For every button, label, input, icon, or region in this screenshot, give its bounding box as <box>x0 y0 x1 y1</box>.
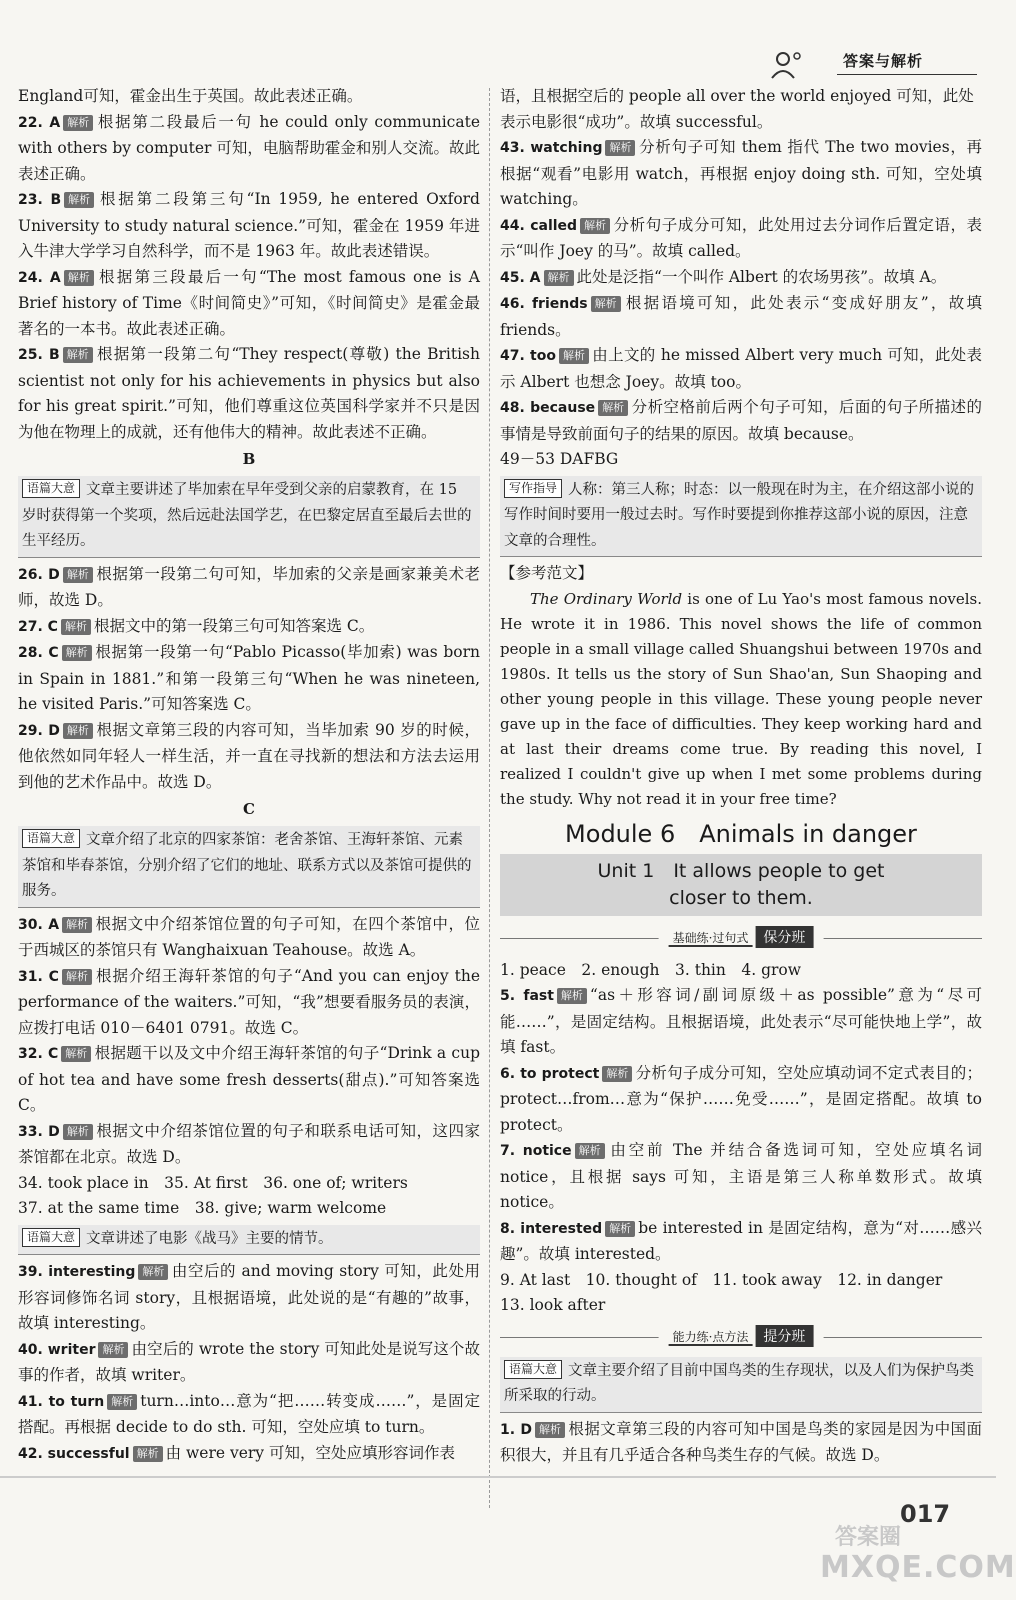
answer-number: 33. D <box>18 1123 60 1140</box>
analysis-tag: 解析 <box>535 1422 565 1438</box>
section-heading: C <box>243 800 255 818</box>
answer-number: 22. A <box>18 114 61 131</box>
analysis-tag: 解析 <box>61 619 91 635</box>
summary-box <box>500 1357 982 1413</box>
answer-number: 6. to protect <box>500 1065 600 1082</box>
summary-box <box>500 476 982 558</box>
header-title: 答案与解析 <box>843 52 924 70</box>
answer-number: 46. friends <box>500 296 588 312</box>
essay-body: is one of Lu Yao's most famous novels. He wrote it in 1986. This novel shows the life of common people in a small village called Shuangshui between 1970s and 1980s. It tells us the story of Sun Shao'an, Sun Shaoping and other young people in this village. These young people never gave up in the face of difficulties. They keep working hard and at last their dreams come true. By reading this novel, I realized I couldn't give up when I met some problems during the study. Why not read it in your free time? <box>500 589 982 808</box>
answer-number: 28. C <box>18 645 59 661</box>
page-number: 017 <box>900 1500 951 1528</box>
answer-item <box>18 1041 480 1119</box>
answer-explanation: 根据文中介绍茶馆位置的句子和联系电话可知，这四家茶馆都在北京。故选 D。 <box>18 1121 480 1166</box>
analysis-tag: 解析 <box>138 1264 168 1280</box>
answer-number: 5. fast <box>500 988 554 1004</box>
practice-bar-badge: 保分班 <box>755 926 813 948</box>
practice-bar <box>500 924 982 952</box>
answer-number: 48. because <box>500 400 596 416</box>
answer-item <box>18 342 480 445</box>
answer-item <box>18 187 480 265</box>
answer-number: 41. to turn <box>18 1393 105 1410</box>
practice-bar-label-wrap <box>659 1325 824 1347</box>
answer-item <box>500 135 982 213</box>
watermark-url: MXQE.COM <box>820 1550 1016 1585</box>
answer-explanation: be interested in 是固定结构，意为“对……感兴趣”。故填 interested。 <box>500 1218 982 1263</box>
answer-number: 45. A <box>500 269 541 286</box>
answer-explanation: 根据第三段最后一句“The most famous one is A Brief history of Time《时间简史》”可知，《时间简史》是霍金最著名的一本书。故此表述正确。 <box>18 267 480 338</box>
summary-box <box>18 476 480 558</box>
answer-explanation: 此处是泛指“一个叫作 Albert 的农场男孩”。故填 A。 <box>576 267 947 286</box>
plain-line: 语，且根据空后的 people all over the world enjoyed 可知，此处表示电影很“成功”。故填 successful。 <box>500 87 974 131</box>
answer-item <box>18 1259 480 1337</box>
practice-bar-label-wrap <box>659 926 824 948</box>
answer-item <box>18 562 480 614</box>
answer-item <box>18 640 480 718</box>
analysis-tag: 解析 <box>62 969 92 985</box>
answer-explanation: 根据第一段第二句可知，毕加索的父亲是画家兼美术老师，故选 D。 <box>18 564 480 609</box>
summary-box <box>18 826 480 908</box>
analysis-tag: 解析 <box>62 917 92 933</box>
answer-explanation: 根据第二段第三句“In 1959, he entered Oxford University to study natural science.”可知，霍金在 1959 年进入牛津大学学习自然科学，而不是 1963 年。故此表述错误。 <box>18 190 480 260</box>
section-heading: B <box>242 450 256 468</box>
answer-item <box>500 983 982 1061</box>
analysis-tag: 解析 <box>133 1446 163 1462</box>
answer-explanation: 分析句子可知 them 指代 The two movies，再根据“观看”电影用 watch，再根据 enjoy doing sth. 可知，空处填 watching。 <box>500 138 982 208</box>
answer-item <box>18 1389 480 1441</box>
answer-number: 44. called <box>500 217 578 234</box>
summary-label: 语篇大意 <box>22 1228 80 1247</box>
essay-book-title: The Ordinary World <box>530 589 683 608</box>
analysis-tag: 解析 <box>64 270 94 286</box>
summary-label: 语篇大意 <box>22 479 80 498</box>
answer-explanation: 根据语境可知，此处表示“变成好朋友”，故填 friends。 <box>500 294 982 339</box>
model-essay <box>500 587 982 812</box>
page-header <box>785 46 985 82</box>
header-rule <box>837 74 977 75</box>
answer-explanation: 根据文中介绍茶馆位置的句子可知，在四个茶馆中，位于西城区的茶馆只有 Wanghaixuan Teahouse。故选 A。 <box>18 914 480 959</box>
answer-number: 27. C <box>18 618 58 635</box>
answer-item <box>18 265 480 343</box>
answer-number: 25. B <box>18 347 60 363</box>
answer-explanation: 根据文中的第一段第三句可知答案选 C。 <box>93 616 375 635</box>
answer-explanation: 分析空格前后两个句子可知，后面的句子所描述的事情是导致前面句子的结果的原因。故填 because。 <box>500 398 982 443</box>
summary-text: 文章介绍了北京的四家茶馆：老舍茶馆、王海轩茶馆、元素茶馆和毕春茶馆，分别介绍了它们的地址、联系方式以及茶馆可提供的服务。 <box>22 832 472 899</box>
analysis-tag: 解析 <box>557 988 587 1004</box>
right-column <box>500 84 982 1469</box>
answer-number: 40. writer <box>18 1341 96 1358</box>
analysis-tag: 解析 <box>64 192 94 208</box>
answer-item <box>18 718 480 796</box>
answer-item <box>18 964 480 1042</box>
analysis-tag: 解析 <box>61 1046 91 1062</box>
analysis-tag: 解析 <box>63 723 93 739</box>
plain-line: 9. At last 10. thought of 11. took away 12. in danger <box>500 1270 943 1289</box>
practice-bar-label: 基础练·过句式 <box>669 931 753 947</box>
analysis-tag: 解析 <box>559 348 589 364</box>
answer-number: 32. C <box>18 1046 59 1062</box>
practice-bar-badge: 提分班 <box>755 1325 813 1347</box>
summary-label: 写作指导 <box>504 479 562 498</box>
analysis-tag: 解析 <box>598 400 628 416</box>
answer-number: 31. C <box>18 968 59 985</box>
answer-explanation: 根据介绍王海轩茶馆的句子“And you can enjoy the performance of the waiters.”可知，“我”想要看服务员的表演，应拨打电话 010－6401 0791。故选 C。 <box>18 966 480 1037</box>
analysis-tag: 解析 <box>98 1342 128 1358</box>
answer-item <box>500 265 982 292</box>
answer-item <box>500 1216 982 1268</box>
answer-explanation: 根据第一段第一句“Pablo Picasso(毕加索) was born in Spain in 1881.”和第一段第三句“When he was nineteen, he visited Paris.”可知答案选 C。 <box>18 643 480 713</box>
answer-number: 47. too <box>500 348 556 364</box>
answer-explanation: 根据第二段最后一句 he could only communicate with others by computer 可知，电脑帮助霍金和别人交流。故此表述正确。 <box>18 112 480 183</box>
footer-rule <box>0 1476 996 1492</box>
answer-number: 1. D <box>500 1421 532 1438</box>
left-column <box>18 84 480 1467</box>
analysis-tag: 解析 <box>107 1394 137 1410</box>
answer-number: 30. A <box>18 916 60 933</box>
unit-title-line2: closer to them. <box>669 886 813 909</box>
plain-line: 34. took place in 35. At first 36. one of; writers <box>18 1173 408 1192</box>
answer-item <box>18 1119 480 1171</box>
answer-item <box>500 1417 982 1469</box>
answer-explanation: 根据题干以及文中介绍王海轩茶馆的句子“Drink a cup of hot tea and have some fresh desserts(甜点).”可知答案选 C。 <box>18 1044 480 1114</box>
plain-line: 37. at the same time 38. give; warm welcome <box>18 1199 387 1217</box>
answer-explanation: 分析句子成分可知，此处用过去分词作后置定语，表示“叫作 Joey 的马”。故填 called。 <box>500 215 982 260</box>
answer-number: 39. interesting <box>18 1264 136 1280</box>
person-icon <box>769 50 809 80</box>
answer-explanation: 由 were very 可知，空处应填形容词作表 <box>165 1443 455 1462</box>
answer-explanation: turn…into…意为“把……转变成……”，是固定搭配。再根据 decide to do sth. 可知，空处应填 to turn。 <box>18 1391 481 1436</box>
answer-number: 26. D <box>18 566 60 583</box>
plain-line: 【参考范文】 <box>500 564 594 582</box>
analysis-tag: 解析 <box>63 347 93 363</box>
analysis-tag: 解析 <box>63 115 93 131</box>
answer-explanation: “as＋形容词/副词原级＋as possible”意为“尽可能……”，是固定结构。且根据语境，此处表示“尽可能快地上学”，故填 fast。 <box>500 986 982 1056</box>
summary-label: 语篇大意 <box>22 829 80 848</box>
analysis-tag: 解析 <box>575 1143 605 1159</box>
unit-title-line1: Unit 1 It allows people to get <box>597 859 885 882</box>
answer-item <box>500 1138 982 1216</box>
answer-explanation: 由空前 The 并结合备选词可知，空处应填名词 notice，且根据 says 可知，主语是第三人称单数形式。故填 notice。 <box>500 1141 982 1211</box>
summary-text: 文章讲述了电影《战马》主要的情节。 <box>86 1230 333 1247</box>
analysis-tag: 解析 <box>580 218 610 234</box>
unit-title <box>500 854 982 916</box>
answer-explanation: 分析句子成分可知，空处应填动词不定式表目的；protect…from…意为“保护……免受……”，是固定搭配。故填 to protect。 <box>500 1063 982 1134</box>
answer-number: 43. watching <box>500 140 603 156</box>
plain-line: 49－53 DAFBG <box>500 450 619 468</box>
analysis-tag: 解析 <box>602 1066 632 1082</box>
analysis-tag: 解析 <box>544 270 574 286</box>
answer-number: 29. D <box>18 722 60 739</box>
answer-item <box>500 213 982 265</box>
answer-item <box>18 912 480 964</box>
analysis-tag: 解析 <box>591 296 621 312</box>
summary-box <box>18 1225 480 1256</box>
plain-line: 13. look after <box>500 1296 606 1314</box>
summary-text: 人称：第三人称；时态：以一般现在时为主，在介绍这部小说的写作时间时要用一般过去时。写作时要提到你推荐这部小说的原因，注意文章的合理性。 <box>504 481 975 549</box>
plain-line: 1. peace 2. enough 3. thin 4. grow <box>500 960 802 979</box>
analysis-tag: 解析 <box>605 1221 635 1237</box>
answer-number: 7. notice <box>500 1143 572 1159</box>
answer-item <box>18 1337 480 1389</box>
analysis-tag: 解析 <box>605 140 635 156</box>
analysis-tag: 解析 <box>63 567 93 583</box>
column-divider <box>489 88 490 1508</box>
answer-number: 42. successful <box>18 1445 130 1462</box>
plain-line: England可知，霍金出生于英国。故此表述正确。 <box>18 87 363 105</box>
summary-text: 文章主要介绍了目前中国鸟类的生存现状，以及人们为保护鸟类所采取的行动。 <box>504 1362 975 1404</box>
answer-number: 23. B <box>18 192 62 208</box>
analysis-tag: 解析 <box>62 645 92 661</box>
answer-explanation: 由上文的 he missed Albert very much 可知，此处表示 Albert 也想念 Joey。故填 too。 <box>500 346 983 391</box>
answer-item <box>18 614 480 641</box>
summary-label: 语篇大意 <box>504 1360 562 1379</box>
answer-item <box>500 291 982 343</box>
answer-explanation: 根据文章第三段的内容可知，当毕加索 90 岁的时候，他依然如同年轻人一样生活，并一直在寻找新的想法和方法去运用到他的艺术作品中。故选 D。 <box>18 720 480 791</box>
practice-bar-label: 能力练·点方法 <box>669 1330 753 1346</box>
answer-number: 24. A <box>18 269 61 286</box>
summary-text: 文章主要讲述了毕加索在早年受到父亲的启蒙教育，在 15 岁时获得第一个奖项，然后远赴法国学艺，在巴黎定居直至最后去世的生平经历。 <box>22 482 472 549</box>
answer-item <box>18 1441 480 1468</box>
analysis-tag: 解析 <box>63 1124 93 1140</box>
answer-explanation: 根据文章第三段的内容可知中国是鸟类的家园是因为中国面积很大，并且有几乎适合各种鸟类生存的气候。故选 D。 <box>500 1419 982 1464</box>
practice-bar <box>500 1323 982 1351</box>
answer-number: 8. interested <box>500 1220 603 1237</box>
answer-explanation: 由空后的 wrote the story 可知此处是说写这个故事的作者，故填 writer。 <box>18 1339 481 1384</box>
answer-item <box>500 395 982 447</box>
answer-item <box>500 343 982 395</box>
answer-item <box>18 110 480 188</box>
module-title: Module 6 Animals in danger <box>565 819 917 848</box>
answer-explanation: 由空后的 and moving story 可知，此处用形容词修饰名词 story，且根据语境，此处说的是“有趣的”故事，故填 interesting。 <box>18 1262 480 1332</box>
answer-explanation: 根据第一段第二句“They respect(尊敬) the British scientist not only for his achievements in physics but also for his great spirit.”可知，他们尊重这位英国科学家并不只是因为他在物理上的成就，还有他伟大的精神。故此表述不正确。 <box>18 345 480 441</box>
watermark-logo: 答案圈 <box>835 1525 902 1550</box>
answer-item <box>500 1061 982 1139</box>
